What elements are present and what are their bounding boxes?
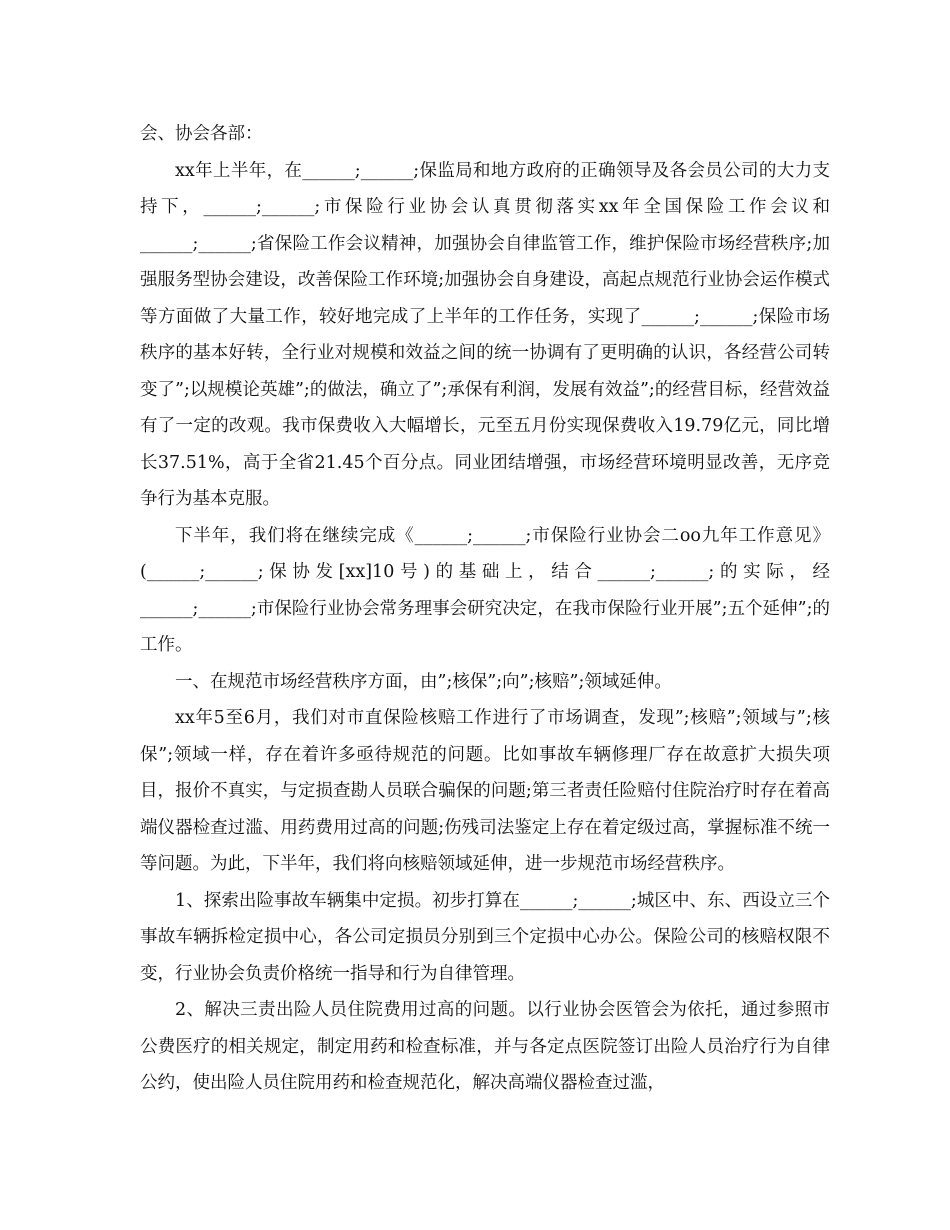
first-half-summary-paragraph: xx年上半年，在______;______;保监局和地方政府的正确领导及各会员公司的大力支持下，______;______;市保险行业协会认真贯彻落实xx年全国保险工作会议和______;______;省保险工作会议精神，加强协会自律监管工作，维护保险市场经营秩序;加强服务型协会建设，改善保险工作环境;加强协会自身建设，高起点规范行业协会运作模式等方面做了大量工作，较好地完成了上半年的工作任务，实现了______;______;保险市场秩序的基本好转，全行业对规模和效益之间的统一协调有了更明确的认识，各经营公司转变了”;以规模论英雄”;的做法，确立了”;承保有利润，发展有效益”;的经营目标，经营效益有了一定的改观。我市保费收入大幅增长，元至五月份实现保费收入19.79亿元，同比增长37.51%，高于全省21.45个百分点。同业团结增强，市场经营环境明显改善，无序竞争行为基本克服。 bbox=[140, 160, 830, 509]
item-two-paragraph: 2、解决三责出险人员住院费用过高的问题。以行业协会医管会为依托，通过参照市公费医疗的相关规定，制定用药和检查标准，并与各定点医院签订出险人员治疗行为自律公约，使出险人员住院用药和检查规范化，解决高端仪器检查过滥， bbox=[140, 1000, 830, 1093]
salutation-paragraph: 会、协会各部： bbox=[140, 124, 263, 144]
second-half-plan-paragraph: 下半年，我们将在继续完成《______;______;市保险行业协会二oo九年工作意见》(______;______;保协发[xx]10号)的基础上，结合______;______;的实际，经______;______;市保险行业协会常务理事会研究决定，在我市保险行业开展”;五个延伸”;的工作。 bbox=[140, 525, 830, 655]
claims-survey-paragraph: xx年5至6月，我们对市直保险核赔工作进行了市场调查，发现”;核赔”;领域与”;核保”;领域一样，存在着许多亟待规范的问题。比如事故车辆修理厂存在故意扩大损失项目，报价不真实，与定损查勘人员联合骗保的问题;第三者责任险赔付住院治疗时存在着高端仪器检查过滥、用药费用过高的问题;伤残司法鉴定上存在着定级过高，掌握标准不统一等问题。为此，下半年，我们将向核赔领域延伸，进一步规范市场经营秩序。 bbox=[140, 708, 830, 874]
document-body bbox=[140, 116, 830, 1102]
section-one-heading: 一、在规范市场经营秩序方面，由”;核保”;向”;核赔”;领域延伸。 bbox=[175, 671, 672, 692]
item-one-paragraph: 1、探索出险事故车辆集中定损。初步打算在______;______;城区中、东、西设立三个事故车辆拆检定损中心，各公司定损员分别到三个定损中心办公。保险公司的核赔权限不变，行业协会负责价格统一指导和行为自律管理。 bbox=[140, 890, 830, 984]
